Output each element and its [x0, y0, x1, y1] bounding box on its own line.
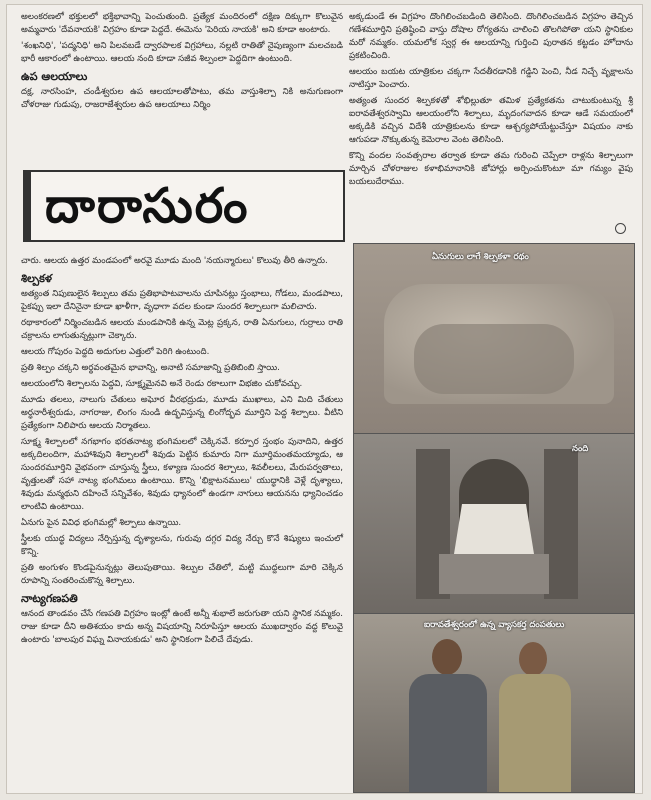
paragraph: అక్కడుండే ఈ విగ్రహం దొంగిలించబడింది తెలిసింది. దొంగిలించబడిన విగ్రహం తెచ్చిన గణేశమూర్తిని ప్రతిష్ఠించి వాస్తు దోషాల రోగ్యతను చాలించి తొలగిపోతా యని స్థానికుల మరో నమ్మకం. యమలోక స్వర్గ ఈ ఆలయాన్ని గుర్తించి పురాతన కట్టడం హోదాను ప్రకటించింది.	[349, 12, 633, 61]
right-column-top	[349, 11, 633, 192]
person-head-shape	[519, 642, 547, 676]
title-bar-decoration	[25, 172, 31, 240]
paragraph: 'శంఖనిధి', 'పద్మనిధి' అని పిలవబడే ద్వారపాలక విగ్రహాలు, నల్లటి రాతితో నైపుణ్యంగా మలచబడి భారీ ఆకారంలో ఉంటాయి. ఆలయ నంది కూడా సజీవ శిల్పంలా పెద్దదిగా ఉంటుంది.	[21, 41, 343, 64]
person-head-shape	[432, 639, 462, 675]
paragraph: అలంకరణలో భక్తులలో భక్తిభావాన్ని పెంచుతుంది. ప్రత్యేక మందిరంలో దక్షిణ దిక్కుగా కొలువైన అమ్మవారు 'దేవనాయకి' విగ్రహం కూడా పెద్దదే. ఈమెను 'పెరియ నాయకి' అని కూడా అంటారు.	[21, 12, 343, 35]
cloth-shape	[454, 504, 534, 554]
paragraph: స్త్రీలకు యుద్ధ విద్యలు నేర్పిస్తున్న దృశ్యాలను, గురువు దగ్గర విద్య నేర్చు కొనే శిష్యులు ఇంచులో కొన్ని.	[21, 534, 343, 557]
left-column-bottom	[21, 255, 343, 650]
photo-caption: ఏనుగులు లాగే శిల్పకళా రథం	[432, 252, 529, 262]
section-heading-shilpakala: శిల్పకళ	[21, 272, 52, 285]
paragraph: ఆలయంలోని శిల్పాలను పెద్దవి, సూక్ష్మమైనవి అనే రెండు రకాలుగా విభజిం చుకోవచ్చు.	[21, 379, 303, 389]
end-mark-icon	[615, 223, 626, 234]
pillar-shape	[544, 449, 578, 599]
photo-chariot-sculpture	[353, 243, 635, 435]
paragraph: చారు. ఆలయ ఉత్తర మండపంలో అరవై మూడు మంది 'నయన్మారులు' కొలువు తీరి ఉన్నారు.	[21, 256, 328, 266]
photo-couple	[353, 613, 635, 793]
paragraph: ఆనంద తాండవం చేసే గణపతి విగ్రహం ఇంట్లో ఉంటే అన్నీ శుభాలే జరుగుతా యని స్థానిక నమ్మకం. రాజు కూడా దీని అతిశయం కాదు అన్న విషయాన్ని నిరూపిస్తూ ఆలయ ముఖద్వారం వద్ద కొలువై ఉంటారు 'బాలపుర విఘ్న వినాయకుడు' అని స్థానికంగా పిలిచే దేవుడు.	[21, 609, 343, 645]
paragraph: ఆలయం బయట యాత్రికుల చక్కగా సేదతీరడానికి గడ్డిని పెంచి, నీడ నిచ్చే వృక్షాలను నాటిస్తూ పెంచారు.	[349, 67, 633, 90]
paragraph: రథాకారంలో నిర్మించబడిన ఆలయ మండపానికి ఉన్న మెట్ల ప్రక్కన, రాతి ఏనుగులు, గుర్రాలు రాతి చక్రాలను లాగుతున్నట్లుగా చెక్కారు.	[21, 318, 343, 341]
section-heading-natya-ganapati: నాట్యగణపతి	[21, 592, 78, 605]
paragraph: కొన్ని వందల సంవత్సరాల తర్వాత కూడా తమ గురించి చెప్పేలా రాళ్లను శిల్పాలుగా మార్చిన చోళరాజుల కళాభిమానానికి జోహార్లు అర్పించుకొంటూ మా గమ్యం వైపు బయలుదేరాము.	[349, 151, 633, 187]
elephant-shape	[414, 324, 574, 394]
left-column-top	[21, 11, 343, 115]
paragraph: ప్రతి శిల్పం చక్కని అర్థవంతమైన భావాన్ని, అనాటి సమాజాన్ని ప్రతిబింబి స్తాయి.	[21, 363, 280, 373]
newspaper-page	[6, 4, 643, 794]
paragraph: ఆలయ గోపురం పెద్దది అదుగుల ఎత్తులో పెరిగి ఉంటుంది.	[21, 347, 210, 357]
photo-nandi	[353, 433, 635, 615]
paragraph: ఏనుగు పైన వివిధ భంగిమల్లో శిల్పాలు ఉన్నాయి.	[21, 518, 182, 528]
paragraph: అత్యంత సుందర శిల్పకళతో శోభిల్లుతూ తమిళ ప్రత్యేకతను చాటుకుంటున్న శ్రీ ఐరావతేశ్వరస్వామి ఆలయంలోని శిల్పాలు, మృదంగవాదన కూడా ఆడే సమయంలో అక్కడికి వచ్చిన విదేశీ యాత్రికులను కూడా ఆశ్చర్యపోయేట్టుచేస్తూ విషయం నాకు ఆగుపడా నొక్కుతున్న కెమెరాల వెంట తెలిసింది.	[349, 96, 633, 145]
person-body-shape	[499, 674, 571, 792]
pedestal-shape	[439, 554, 549, 594]
photo-caption: నంది	[572, 444, 589, 454]
person-body-shape	[409, 674, 487, 792]
title-box	[23, 170, 345, 242]
paragraph: సూక్ష్మ శిల్పాలలో నగభాగం భరతనాట్య భంగిమలలో చెక్కినవే. కర్పూర స్తంభం పునాదిని, ఉత్తర అక్కదిలందిగా, మహాశివుని శిల్పాలలో శివుడు పెట్టిన కుమారు నిగా మూర్తిమంతమయ్యాడు, ఆ సుందరమూర్తిని వైభవంగా చూస్తున్న స్త్రీలు, కళ్యాణ సుందర శిల్పాలు, శివలీలలు, మేరుపర్వతాలు, వృత్తులతో సహా నాట్య భంగిమలు ఉంటాయి. కొన్ని 'భిక్షాటనములు' యుద్ధానికి వెళ్లే దృశ్యాలు, శివుడు మన్మథుని దహించే సన్నివేశం, శివుడు ధ్యానంలో ఉండగా నాగులు ఆయనను ధ్యానించడం లాంటివి ఉంటాయి.	[21, 437, 343, 512]
paragraph: మూడు తలలు, నాలుగు చేతులు అఘోర వీరభద్రుడు, మూడు ముఖాలు, ఎని మిది చేతులు అర్ధనారీశ్వరుడు, నాగరాజు, లింగం నుండి ఉద్భవిస్తున్న లింగోద్భవ మూర్తిని పెద్ద శిల్పాలు. వీటిని ప్రత్యేకంగా నిలిపారు ఆలయ నిర్మాతలు.	[21, 395, 343, 431]
paragraph: అత్యంత నిపుణులైన శిల్పులు తమ ప్రతిభాపాటవాలను చూపినట్లు స్తంభాలు, గోడలు, మండపాలు, పైకప్పు ఇలా దేనినైనా కూడా ఖాళీగా, వృధాగా వదల కుండా సుందర శిల్పాలుగా మలిచారు.	[21, 289, 343, 312]
paragraph: దక్ష, నారసింహ, చండీశ్వరుల ఉప ఆలయాలతోపాటు, తమ వాస్తుశిల్పా నికి అనుగుణంగా చోళరాజు గుడుపు, రాజరాజేశ్వరుల ఉప ఆలయాలు నిర్మిం	[21, 87, 343, 110]
article-title: దారాసురం	[45, 178, 250, 234]
paragraph: ప్రతి అంగుళం కొండపైనున్నట్లు తెలుపుతాయి. శిల్పుల చేతిలో, మట్టి ముద్దలుగా మారి చెక్కిన రూపాన్ని సంతరించుకొన్న శిల్పాలు.	[21, 563, 343, 586]
section-heading-upa-alayalu: ఉప ఆలయాలు	[21, 70, 88, 83]
photo-caption: ఐరావతేశ్వరంలో ఉన్న వ్యాసకర్త దంపతులు	[424, 620, 565, 630]
